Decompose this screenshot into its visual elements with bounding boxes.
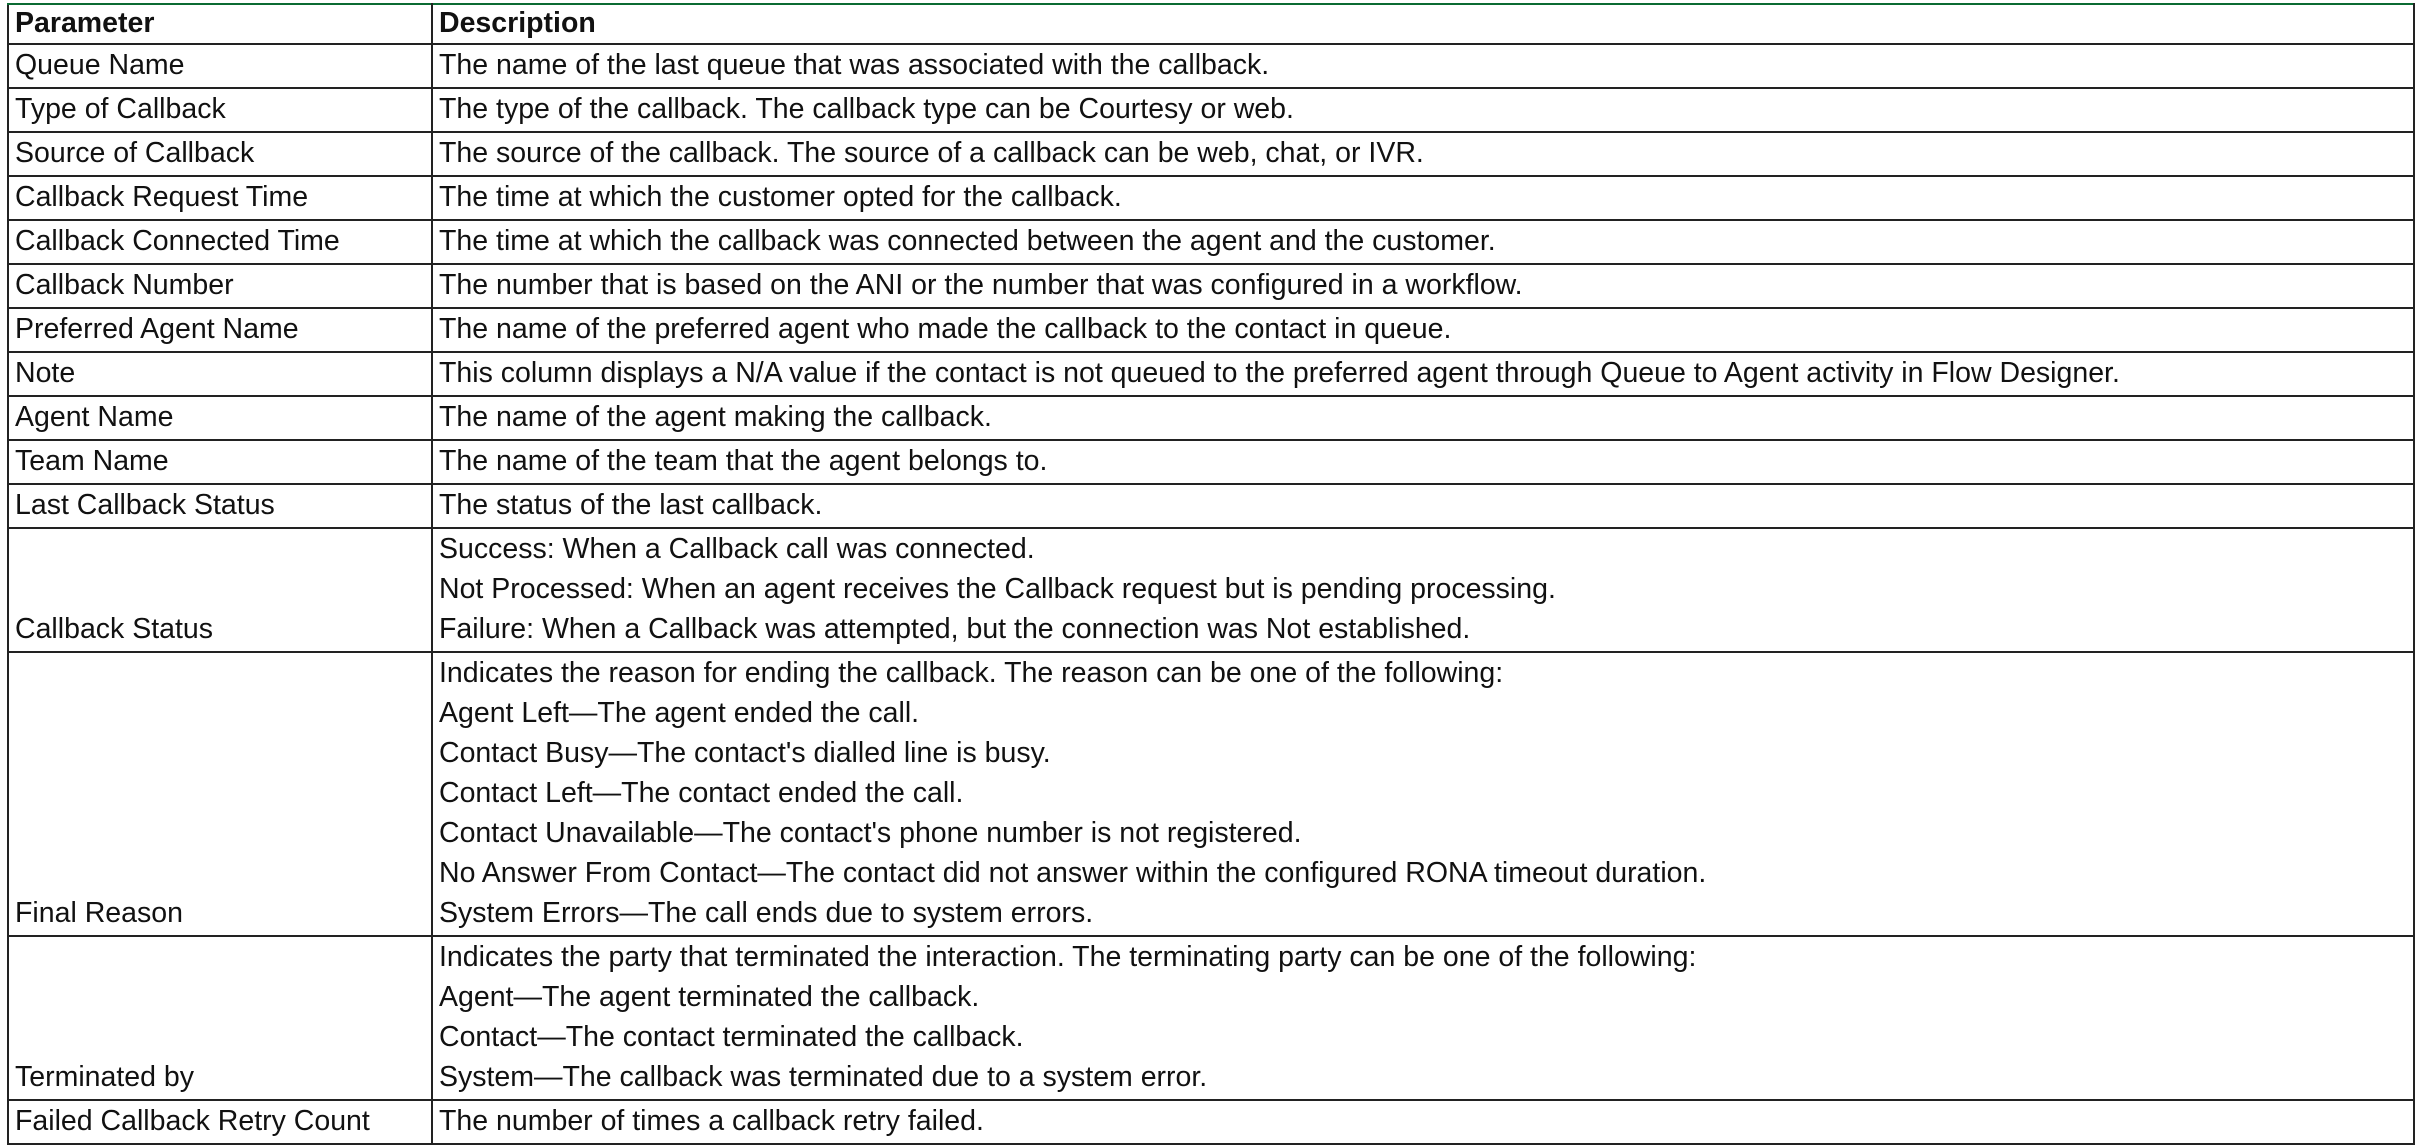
description-cell xyxy=(432,176,2414,220)
table-row xyxy=(8,484,2414,528)
parameter-cell: Preferred Agent Name xyxy=(8,308,432,352)
description-line: This column displays a N/A value if the contact is not queued to the preferred agent through Queue to Agent activity in Flow Designer. xyxy=(439,357,2120,389)
table-row xyxy=(8,396,2414,440)
description-line: The name of the preferred agent who made the callback to the contact in queue. xyxy=(439,313,1452,345)
description-cell xyxy=(432,44,2414,88)
table-row xyxy=(8,88,2414,132)
description-line: The status of the last callback. xyxy=(439,489,823,521)
parameter-cell: Source of Callback xyxy=(8,132,432,176)
table-row xyxy=(8,1100,2414,1144)
description-line: The number of times a callback retry failed. xyxy=(439,1105,984,1137)
description-line: Contact—The contact terminated the callback. xyxy=(439,1021,1024,1053)
parameter-cell: Queue Name xyxy=(8,44,432,88)
description-line: The number that is based on the ANI or the number that was configured in a workflow. xyxy=(439,269,1523,301)
description-cell xyxy=(432,1100,2414,1144)
description-line: Contact Left—The contact ended the call. xyxy=(439,777,964,809)
description-line: System—The callback was terminated due to a system error. xyxy=(439,1061,1208,1093)
header-row xyxy=(8,4,2414,44)
description-cell xyxy=(432,484,2414,528)
table-row xyxy=(8,44,2414,88)
table-row xyxy=(8,352,2414,396)
description-cell xyxy=(432,440,2414,484)
description-line: Not Processed: When an agent receives the Callback request but is pending processing. xyxy=(439,573,1556,605)
table-row xyxy=(8,308,2414,352)
description-line: Indicates the reason for ending the callback. The reason can be one of the following: xyxy=(439,657,1504,689)
description-cell xyxy=(432,528,2414,652)
description-line: Contact Unavailable—The contact's phone number is not registered. xyxy=(439,817,1302,849)
table-row xyxy=(8,264,2414,308)
description-cell xyxy=(432,132,2414,176)
callback-parameters-table xyxy=(7,3,2415,1145)
table-row xyxy=(8,936,2414,1100)
description-cell xyxy=(432,936,2414,1100)
parameter-cell: Note xyxy=(8,352,432,396)
description-line: Failure: When a Callback was attempted, but the connection was Not established. xyxy=(439,613,1471,645)
description-line: Agent—The agent terminated the callback. xyxy=(439,981,980,1013)
description-line: The type of the callback. The callback type can be Courtesy or web. xyxy=(439,93,1294,125)
parameter-cell: Agent Name xyxy=(8,396,432,440)
description-line: The time at which the customer opted for the callback. xyxy=(439,181,1122,213)
description-cell xyxy=(432,88,2414,132)
description-line: The name of the agent making the callback. xyxy=(439,401,992,433)
parameter-cell: Failed Callback Retry Count xyxy=(8,1100,432,1144)
description-line: The time at which the callback was connected between the agent and the customer. xyxy=(439,225,1496,257)
parameter-cell: Callback Connected Time xyxy=(8,220,432,264)
description-line: Indicates the party that terminated the interaction. The terminating party can be one of the following: xyxy=(439,941,1697,973)
description-line: Agent Left—The agent ended the call. xyxy=(439,697,920,729)
description-line: The name of the last queue that was associated with the callback. xyxy=(439,49,1270,81)
parameter-cell: Terminated by xyxy=(8,936,432,1100)
parameter-cell: Callback Request Time xyxy=(8,176,432,220)
description-line: No Answer From Contact—The contact did not answer within the configured RONA timeout duration. xyxy=(439,857,1707,889)
description-cell xyxy=(432,352,2414,396)
table-row xyxy=(8,132,2414,176)
description-cell xyxy=(432,652,2414,936)
parameter-cell: Type of Callback xyxy=(8,88,432,132)
description-column-header: Description xyxy=(432,4,2414,44)
table-row xyxy=(8,528,2414,652)
parameter-cell: Team Name xyxy=(8,440,432,484)
table-row xyxy=(8,176,2414,220)
description-cell xyxy=(432,220,2414,264)
parameter-column-header: Parameter xyxy=(8,4,432,44)
parameter-cell: Callback Number xyxy=(8,264,432,308)
description-line: Contact Busy—The contact's dialled line is busy. xyxy=(439,737,1051,769)
parameter-cell: Callback Status xyxy=(8,528,432,652)
table-row xyxy=(8,220,2414,264)
description-line: Success: When a Callback call was connected. xyxy=(439,533,1035,565)
table-body xyxy=(8,44,2414,1144)
table-row xyxy=(8,652,2414,936)
parameter-cell: Final Reason xyxy=(8,652,432,936)
table-row xyxy=(8,440,2414,484)
description-cell xyxy=(432,308,2414,352)
description-line: System Errors—The call ends due to system errors. xyxy=(439,897,1094,929)
description-line: The name of the team that the agent belongs to. xyxy=(439,445,1048,477)
description-cell xyxy=(432,264,2414,308)
description-cell xyxy=(432,396,2414,440)
parameter-cell: Last Callback Status xyxy=(8,484,432,528)
description-line: The source of the callback. The source of a callback can be web, chat, or IVR. xyxy=(439,137,1424,169)
